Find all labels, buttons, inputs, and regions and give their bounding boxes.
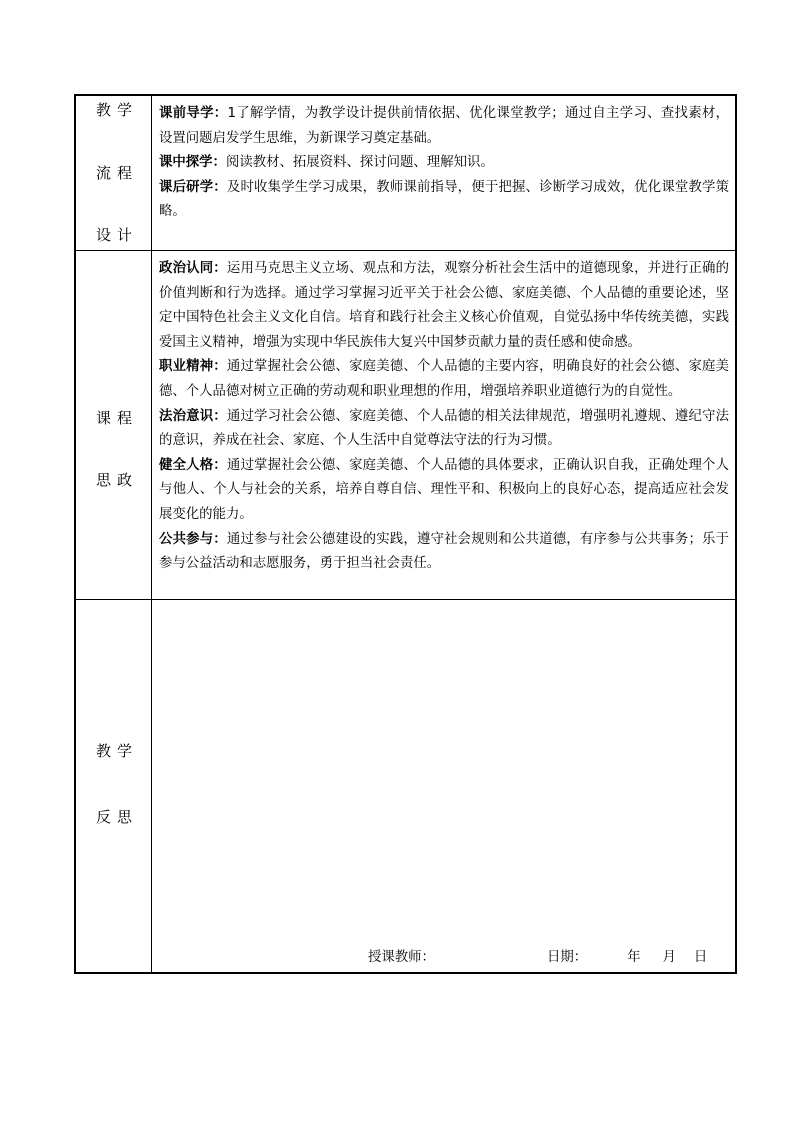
month-blank <box>641 946 663 971</box>
teaching-process-content <box>152 96 735 250</box>
label-reflection: 反思 <box>95 808 138 826</box>
month-label: 月 <box>662 950 676 965</box>
label-teaching-2: 教学 <box>95 742 138 760</box>
teacher-label: 授课教师： <box>368 950 435 965</box>
post-class-item: 课后研学：及时收集学生学习成果，教师课前指导，便于把握、诊断学习成效，优化课堂教学策略。 <box>159 179 730 220</box>
pre-class-item: 课前导学：1了解学情，为教学设计提供前情依据、优化课堂教学；通过自主学习、查找素材，设置问题启发学生思维，为新课学习奠定基础。 <box>159 106 729 146</box>
lesson-plan-table <box>74 94 737 974</box>
course-ideology-label-cell <box>76 251 152 599</box>
teaching-process-label-cell <box>76 96 152 250</box>
label-ideology: 思政 <box>95 471 138 489</box>
teaching-process-row <box>76 96 735 251</box>
political-identity-item: 政治认同：运用马克思主义立场、观点和方法，观察分析社会生活中的道德现象，并进行正确的价值判断和行为选择。通过学习掌握习近平关于社会公德、家庭美德、个人品德的重要论述，坚定中国特色社会主义文化自信。培育和践行社会主义核心价值观，自觉弘扬中华传统美德，实践爱国主义精神，增强为实现中华民族伟大复兴中国梦贡献力量的责任感和使命感。 <box>159 261 730 350</box>
course-ideology-content <box>152 251 735 599</box>
signature-line <box>368 946 707 971</box>
professional-spirit-item: 职业精神：通过掌握社会公德、家庭美德、个人品德的主要内容，明确良好的社会公德、家庭美德、个人品德对树立正确的劳动观和职业理想的作用，增强培养职业道德行为的自觉性。 <box>159 359 730 399</box>
sound-personality-item: 健全人格：通过掌握社会公德、家庭美德、个人品德的具体要求，正确认识自我，正确处理个人与他人、个人与社会的关系，培养自尊自信、理性平和、积极向上的良好心态，提高适应社会发展变化的能力。 <box>159 457 730 522</box>
rule-of-law-item: 法治意识：通过学习社会公德、家庭美德、个人品德的相关法律规范，增强明礼遵规、遵纪守法的意识，养成在社会、家庭、个人生活中自觉尊法守法的行为习惯。 <box>159 408 730 449</box>
public-participation-item: 公共参与：通过参与社会公德建设的实践，遵守社会规则和公共道德，有序参与公共事务；乐于参与公益活动和志愿服务，勇于担当社会责任。 <box>159 531 730 572</box>
date-label: 日期： <box>546 950 588 965</box>
label-teaching: 教学 <box>95 101 138 119</box>
teaching-reflection-content <box>152 600 735 972</box>
day-label: 日 <box>693 950 708 965</box>
label-course: 课程 <box>95 409 138 427</box>
teaching-reflection-row <box>76 600 735 972</box>
teaching-reflection-label-cell <box>76 600 152 972</box>
label-process: 流程 <box>95 164 138 182</box>
label-design: 设计 <box>95 226 138 244</box>
year-blank <box>587 946 627 971</box>
course-ideology-row <box>76 251 735 600</box>
year-label: 年 <box>627 950 641 965</box>
in-class-item: 课中探学：阅读教材、拓展资料、探讨问题、理解知识。 <box>159 155 494 171</box>
day-blank <box>676 946 694 971</box>
teacher-blank <box>435 946 547 971</box>
